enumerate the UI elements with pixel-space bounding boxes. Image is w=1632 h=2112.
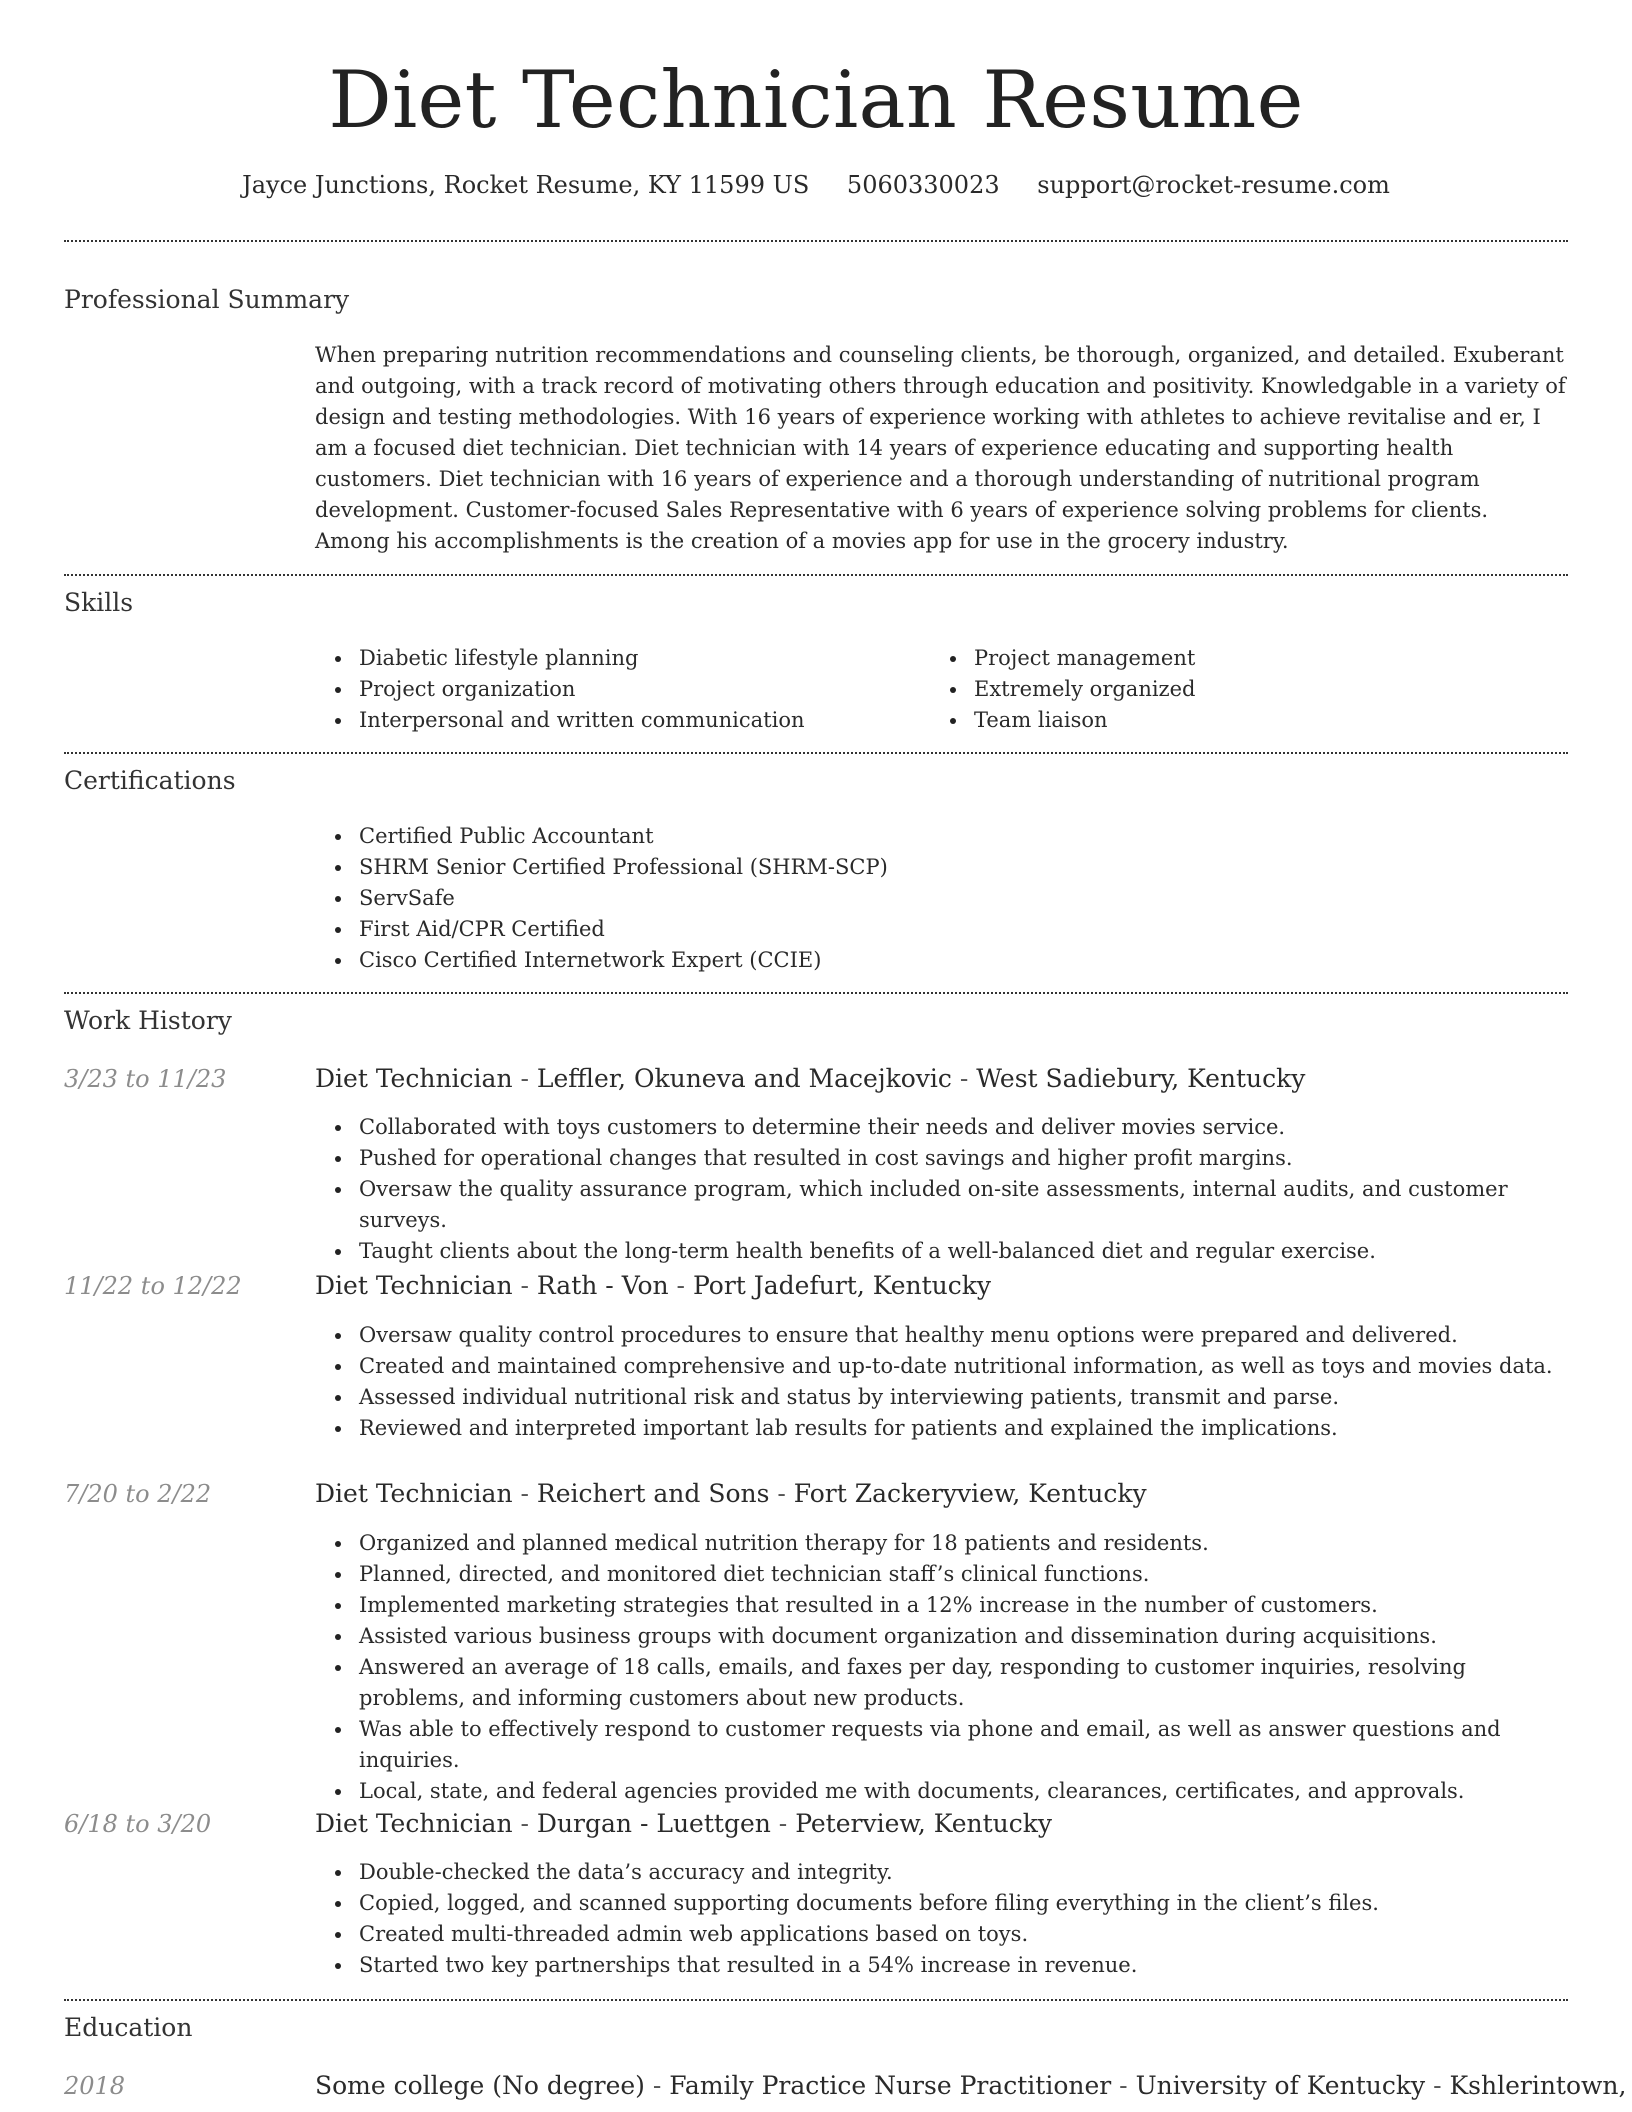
summary-text: When preparing nutrition recommendations and counseling clients, be thorough, organized, and detailed. Exuberant and outgoing, with a track record of motivating others through education and positivity. Knowledgable in a variety of design and testing methodologies. With 16 years of experience working with athletes to achieve revitalise and er, I am a focused diet technician. Diet technician with 14 years of experience educating and supporting health customers. Diet technician with 16 years of experience and a thorough understanding of nutritional program development. Customer-focused Sales Representative with 6 years of experience solving problems for clients. Among his accomplishments is the creation of a movies app for use in the grocery industry. bbox=[315, 343, 1566, 553]
job-bullet: Implemented marketing strategies that resulted in a 12% increase in the number of customers. bbox=[315, 1590, 1568, 1621]
skills-list-left bbox=[315, 643, 915, 736]
job-bullet: Taught clients about the long-term health benefits of a well-balanced diet and regular exercise. bbox=[315, 1236, 1568, 1267]
job-bullet: Assisted various business groups with document organization and dissemination during acquisitions. bbox=[315, 1621, 1568, 1652]
job-bullets bbox=[315, 1112, 1568, 1267]
job-location: Fort Zackeryview, Kentucky bbox=[793, 1479, 1147, 1508]
section-divider bbox=[64, 574, 1568, 576]
job-bullet: Assessed individual nutritional risk and status by interviewing patients, transmit and parse. bbox=[315, 1382, 1568, 1413]
job-bullet: Answered an average of 18 calls, emails, and faxes per day, responding to customer inquiries, resolving problems, and informing customers about new products. bbox=[315, 1652, 1568, 1714]
contact-phone: 5060330023 bbox=[846, 171, 1000, 199]
job-company: Leffler, Okuneva and Macejkovic bbox=[536, 1064, 952, 1093]
job-role: Diet Technician bbox=[315, 1064, 513, 1093]
job-bullet: Oversaw quality control procedures to ensure that healthy menu options were prepared and delivered. bbox=[315, 1320, 1568, 1351]
job-company: Rath - Von bbox=[536, 1271, 669, 1300]
job-dates: 7/20 to 2/22 bbox=[64, 1480, 212, 1508]
section-heading-certifications: Certifications bbox=[64, 766, 236, 795]
job-role: Diet Technician bbox=[315, 1271, 513, 1300]
job-bullet: Created multi-threaded admin web applications based on toys. bbox=[315, 1919, 1568, 1950]
job-location: Port Jadefurt, Kentucky bbox=[692, 1271, 992, 1300]
job-role: Diet Technician bbox=[315, 1479, 513, 1508]
job-bullet: Planned, directed, and monitored diet technician staff’s clinical functions. bbox=[315, 1559, 1568, 1590]
section-heading-summary: Professional Summary bbox=[64, 285, 350, 314]
education-title: Some college (No degree) - Family Practice Nurse Practitioner - University of Kentucky - Kshlerintown, bbox=[315, 2071, 1627, 2100]
education-school: University of Kentucky bbox=[1135, 2071, 1426, 2100]
job-company: Durgan - Luettgen bbox=[536, 1809, 771, 1838]
job-role: Diet Technician bbox=[315, 1809, 513, 1838]
job-title: Diet Technician - Rath - Von - Port Jadefurt, Kentucky bbox=[315, 1271, 992, 1300]
job-title: Diet Technician - Durgan - Luettgen - Peterview, Kentucky bbox=[315, 1809, 1053, 1838]
skills-list-right bbox=[930, 643, 1530, 736]
job-dates: 6/18 to 3/20 bbox=[64, 1810, 212, 1838]
job-bullet: Reviewed and interpreted important lab results for patients and explained the implications. bbox=[315, 1413, 1568, 1444]
education-year: 2018 bbox=[64, 2072, 126, 2100]
education-field: Family Practice Nurse Practitioner bbox=[669, 2071, 1112, 2100]
contact-address: Jayce Junctions, Rocket Resume, KY 11599 US bbox=[242, 171, 810, 199]
job-dates: 11/22 to 12/22 bbox=[64, 1272, 242, 1300]
job-location: Peterview, Kentucky bbox=[795, 1809, 1053, 1838]
job-bullets bbox=[315, 1320, 1568, 1444]
job-bullet: Oversaw the quality assurance program, which included on-site assessments, internal audits, and customer surveys. bbox=[315, 1174, 1568, 1236]
job-bullet: Copied, logged, and scanned supporting documents before filing everything in the client’s files. bbox=[315, 1888, 1568, 1919]
job-bullet: Collaborated with toys customers to determine their needs and deliver movies service. bbox=[315, 1112, 1568, 1143]
job-company: Reichert and Sons bbox=[536, 1479, 770, 1508]
section-divider bbox=[64, 992, 1568, 994]
section-divider bbox=[64, 752, 1568, 754]
job-bullet: Pushed for operational changes that resulted in cost savings and higher profit margins. bbox=[315, 1143, 1568, 1174]
section-heading-work-history: Work History bbox=[64, 1006, 232, 1035]
section-divider bbox=[64, 240, 1568, 242]
job-bullets bbox=[315, 1857, 1568, 1981]
contact-email: support@rocket-resume.com bbox=[1037, 171, 1390, 199]
job-bullets bbox=[315, 1528, 1568, 1807]
certification-item: Cisco Certified Internetwork Expert (CCIE) bbox=[315, 945, 1565, 976]
job-bullet: Double-checked the data’s accuracy and integrity. bbox=[315, 1857, 1568, 1888]
education-degree: Some college (No degree) bbox=[315, 2071, 645, 2100]
section-heading-education: Education bbox=[64, 2013, 193, 2042]
certification-item: SHRM Senior Certified Professional (SHRM-SCP) bbox=[315, 852, 1565, 883]
job-title: Diet Technician - Reichert and Sons - Fort Zackeryview, Kentucky bbox=[315, 1479, 1147, 1508]
resume-title: Diet Technician Resume bbox=[328, 54, 1304, 146]
job-bullet: Organized and planned medical nutrition therapy for 18 patients and residents. bbox=[315, 1528, 1568, 1559]
skill-item: Diabetic lifestyle planning bbox=[315, 643, 915, 674]
contact-line bbox=[0, 168, 1632, 202]
education-location: Kshlerintown, bbox=[1449, 2071, 1627, 2100]
skill-item: Project organization bbox=[315, 674, 915, 705]
job-bullet: Local, state, and federal agencies provided me with documents, clearances, certificates, and approvals. bbox=[315, 1776, 1568, 1807]
job-bullet: Created and maintained comprehensive and up-to-date nutritional information, as well as toys and movies data. bbox=[315, 1351, 1568, 1382]
skill-item: Project management bbox=[930, 643, 1530, 674]
section-heading-skills: Skills bbox=[64, 588, 134, 617]
job-bullet: Started two key partnerships that resulted in a 54% increase in revenue. bbox=[315, 1950, 1568, 1981]
job-title: Diet Technician - Leffler, Okuneva and Macejkovic - West Sadiebury, Kentucky bbox=[315, 1064, 1306, 1093]
certifications-list bbox=[315, 821, 1565, 976]
job-bullet: Was able to effectively respond to customer requests via phone and email, as well as answer questions and inquiries. bbox=[315, 1714, 1568, 1776]
certification-item: First Aid/CPR Certified bbox=[315, 914, 1565, 945]
job-location: West Sadiebury, Kentucky bbox=[976, 1064, 1306, 1093]
skill-item: Extremely organized bbox=[930, 674, 1530, 705]
skill-item: Team liaison bbox=[930, 705, 1530, 736]
job-dates: 3/23 to 11/23 bbox=[64, 1065, 227, 1093]
section-divider bbox=[64, 1999, 1568, 2001]
skill-item: Interpersonal and written communication bbox=[315, 705, 915, 736]
certification-item: ServSafe bbox=[315, 883, 1565, 914]
certification-item: Certified Public Accountant bbox=[315, 821, 1565, 852]
